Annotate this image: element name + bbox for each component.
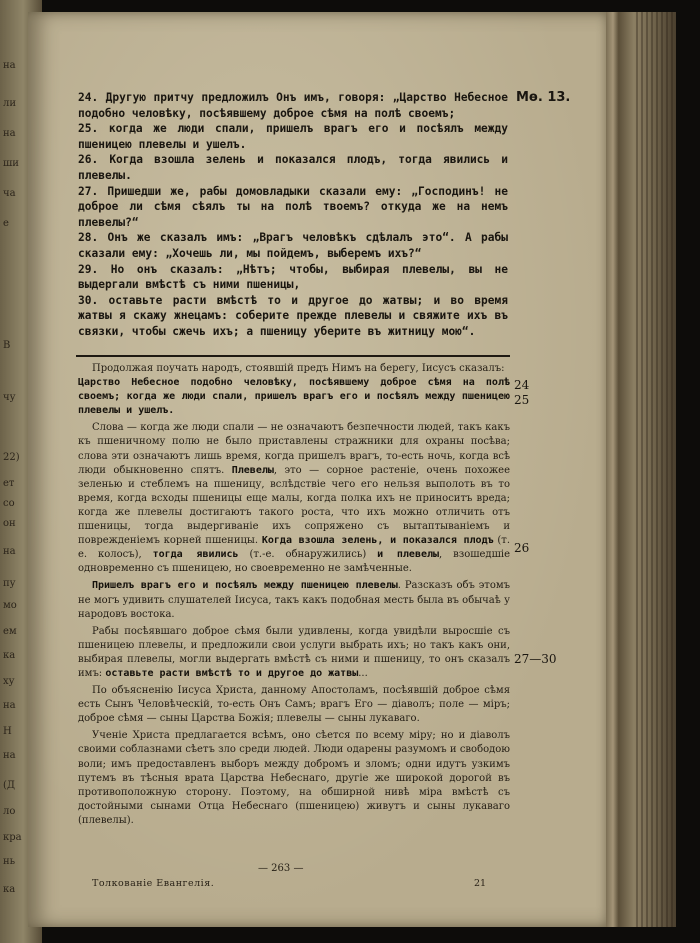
verse-28: 28. Онъ же сказалъ имъ: „Врагъ человѣкъ сдѣлалъ это“. А рабы сказали ему: „Хочешь ли, мы пойдемъ, выберемъ ихъ?“ (78, 231, 508, 260)
commentary-text: Рабы посѣявшаго доброе сѣмя были удивлены, когда увидѣли выросшіе съ пшеницею плевелы, и предложили свои услуги выбрать ихъ; но такъ какъ они, выбирая плевелы, могли выдергать вмѣстѣ съ ними и пшеницу, то онъ сказалъ имъ: (78, 625, 510, 679)
left-page-text-fragment: ху (3, 676, 15, 687)
commentary-text: (т. е. колосъ), (78, 535, 510, 561)
commentary-quote: Пришелъ врагъ его и посѣялъ между пшеницею плевелы (92, 580, 398, 592)
left-page-text-fragment: ет (3, 478, 15, 489)
left-page-text-fragment: на (3, 700, 16, 711)
left-page-text-fragment: ли (3, 98, 17, 109)
verse-29: 29. Но онъ сказалъ: „Нѣтъ; чтобы, выбирая плевелы, вы не выдергали вмѣстѣ съ ними пшеницы, (78, 262, 508, 292)
commentary-paragraph (78, 421, 510, 576)
commentary-paragraph: По объясненію Іисуса Христа, данному Апостоламъ, посѣявшій доброе сѣмя есть Сынъ Человѣческій, то-есть Онъ Самъ; врагъ Его — діаволъ; поле — міръ; доброе сѣмя — сыны Царства Божія; плевелы — сыны лукаваго. (78, 685, 510, 725)
left-page-text-fragment: В (3, 340, 11, 351)
gospel-verses (78, 90, 508, 340)
verse-30: 30. оставьте расти вмѣстѣ то и другое до жатвы; и во время жатвы я скажу жнецамъ: соберите прежде плевелы и свяжите ихъ въ связки, чтобы сжечь ихъ; а пшеницу уберите въ житницу мою“. (78, 293, 508, 338)
commentary-text: , взошедшіе одновременно съ пшеницею, но своевременно не замѣченные. (78, 549, 510, 575)
left-page-text-fragment: (Д (3, 780, 16, 791)
commentary-text: Продолжая поучать народъ, стоявшій предъ Нимъ на берегу, Іисусъ сказалъ: (92, 363, 505, 374)
left-page-text-fragment: на (3, 750, 16, 761)
commentary-text: . Разсказъ объ этомъ не могъ удивить слушателей Іисуса, такъ какъ подобная месть была въ обычаѣ у народовъ востока. (78, 580, 511, 620)
page-number: — 263 — (258, 863, 304, 874)
commentary-text: (т.-е. обнаружились) (238, 549, 378, 561)
left-page-text-fragment: кра (3, 832, 22, 843)
left-page-text-fragment: нь (3, 856, 16, 867)
left-page-text-fragment: ши (3, 158, 19, 169)
left-page-text-fragment: ло (3, 806, 16, 817)
verse-25: 25. когда же люди спали, пришелъ врагъ его и посѣялъ между пшеницею плевелы и ушелъ. (78, 122, 508, 151)
commentary (78, 362, 510, 831)
margin-verse-number: 27—30 (514, 652, 557, 666)
left-page-text-fragment: 22) (3, 452, 20, 463)
book-spine (606, 12, 676, 927)
verse-24: 24. Другую притчу предложилъ Онъ имъ, говоря: „Царство Небесное подобно человѣку, посѣявшему доброе сѣмя на полѣ своемъ; (78, 91, 508, 120)
left-page-text-fragment: Н (3, 726, 12, 737)
footer-book-title: Толкованіе Евангелія. (92, 878, 215, 889)
left-page-text-fragment: чу (3, 392, 16, 403)
left-page-text-fragment: со (3, 498, 15, 509)
left-page-text-fragment: ка (3, 650, 16, 661)
scripture-reference: Мө. 13. (516, 90, 571, 105)
margin-verse-number: 26 (514, 541, 530, 555)
left-page-text-fragment: мо (3, 600, 17, 611)
commentary-text: , это — сорное растеніе, очень похожее зеленью и стеблемъ на пшеницу, вслѣдствіе чего его нельзя выполоть въ то время, когда всходы пшеницы еще малы, когда полка ихъ не приноситъ вреда; когда же плевелы достигаютъ такого роста, что ихъ можно отличить отъ пшеницы, тогда выдергиваніе ихъ сопряжено съ вытаптываніемъ и повреждeніемъ корней пшеницы. (78, 464, 510, 547)
commentary-paragraph (78, 625, 510, 681)
margin-verse-number: 25 (514, 393, 530, 407)
commentary-quote: оставьте расти вмѣстѣ то и другое до жатвы (105, 667, 359, 679)
commentary-quote: Плевелы (231, 464, 274, 476)
commentary-paragraph (78, 362, 510, 418)
left-page-text-fragment: на (3, 546, 16, 557)
left-page-text-fragment: ча (3, 188, 16, 199)
verse-26: 26. Когда взошла зелень и показался плодъ, тогда явились и плевелы. (78, 153, 508, 182)
left-page-text-fragment: на (3, 60, 16, 71)
commentary-quote: Когда взошла зелень, и показался плодъ (261, 535, 494, 547)
footer-signature-number: 21 (474, 878, 487, 889)
commentary-quote: и плевелы (377, 549, 440, 561)
commentary-quote: тогда явились (152, 549, 239, 561)
left-page-text-fragment: е (3, 218, 9, 229)
commentary-paragraph: Ученіе Христа предлагается всѣмъ, оно сѣется по всему міру; но и діаволъ своими соблазнами сѣетъ зло среди людей. Люди одарены разумомъ и свободою воли; имъ предоставленъ выборъ между добромъ и зломъ; одни идутъ узкимъ путемъ въ тѣсныя врата Царства Небеснаго, другіе же широкой дорогой въ противоположную сторону. Поэтому, на обширной нивѣ міра вмѣстѣ съ достойными сынами Отца Небеснаго (пшеницею) живутъ и сыны лукаваго (плевелы). (78, 730, 510, 826)
left-page-text-fragment: пу (3, 578, 16, 589)
left-page-text-fragment: он (3, 518, 16, 529)
commentary-paragraph (78, 579, 510, 621)
margin-verse-number: 24 (514, 378, 530, 392)
commentary-text: ... (358, 667, 368, 679)
section-divider (76, 355, 510, 357)
commentary-text: Слова — когда же люди спали — не означаютъ безпечности людей, такъ какъ къ пшеничному полю не было приставлены стражники для охраны посѣва; слова эти означаютъ лишь время, когда пришелъ врагъ, то-есть ночь, когда всѣ люди обыкновенно спятъ. (78, 422, 510, 476)
verse-27: 27. Пришедши же, рабы домовладыки сказали ему: „Господинъ! не доброе ли сѣмя сѣялъ ты на полѣ твоемъ? откуда же на немъ плевелы?“ (78, 184, 508, 229)
left-page-text-fragment: на (3, 128, 16, 139)
commentary-quote: Царство Небесное подобно человѣку, посѣявшему доброе сѣмя на полѣ своемъ; когда же люди спали, пришелъ врагъ его и посѣялъ между пшеницею плевелы и ушелъ. (78, 377, 510, 417)
left-page-text-fragment: ем (3, 626, 17, 637)
left-page-text-fragment: ка (3, 884, 16, 895)
